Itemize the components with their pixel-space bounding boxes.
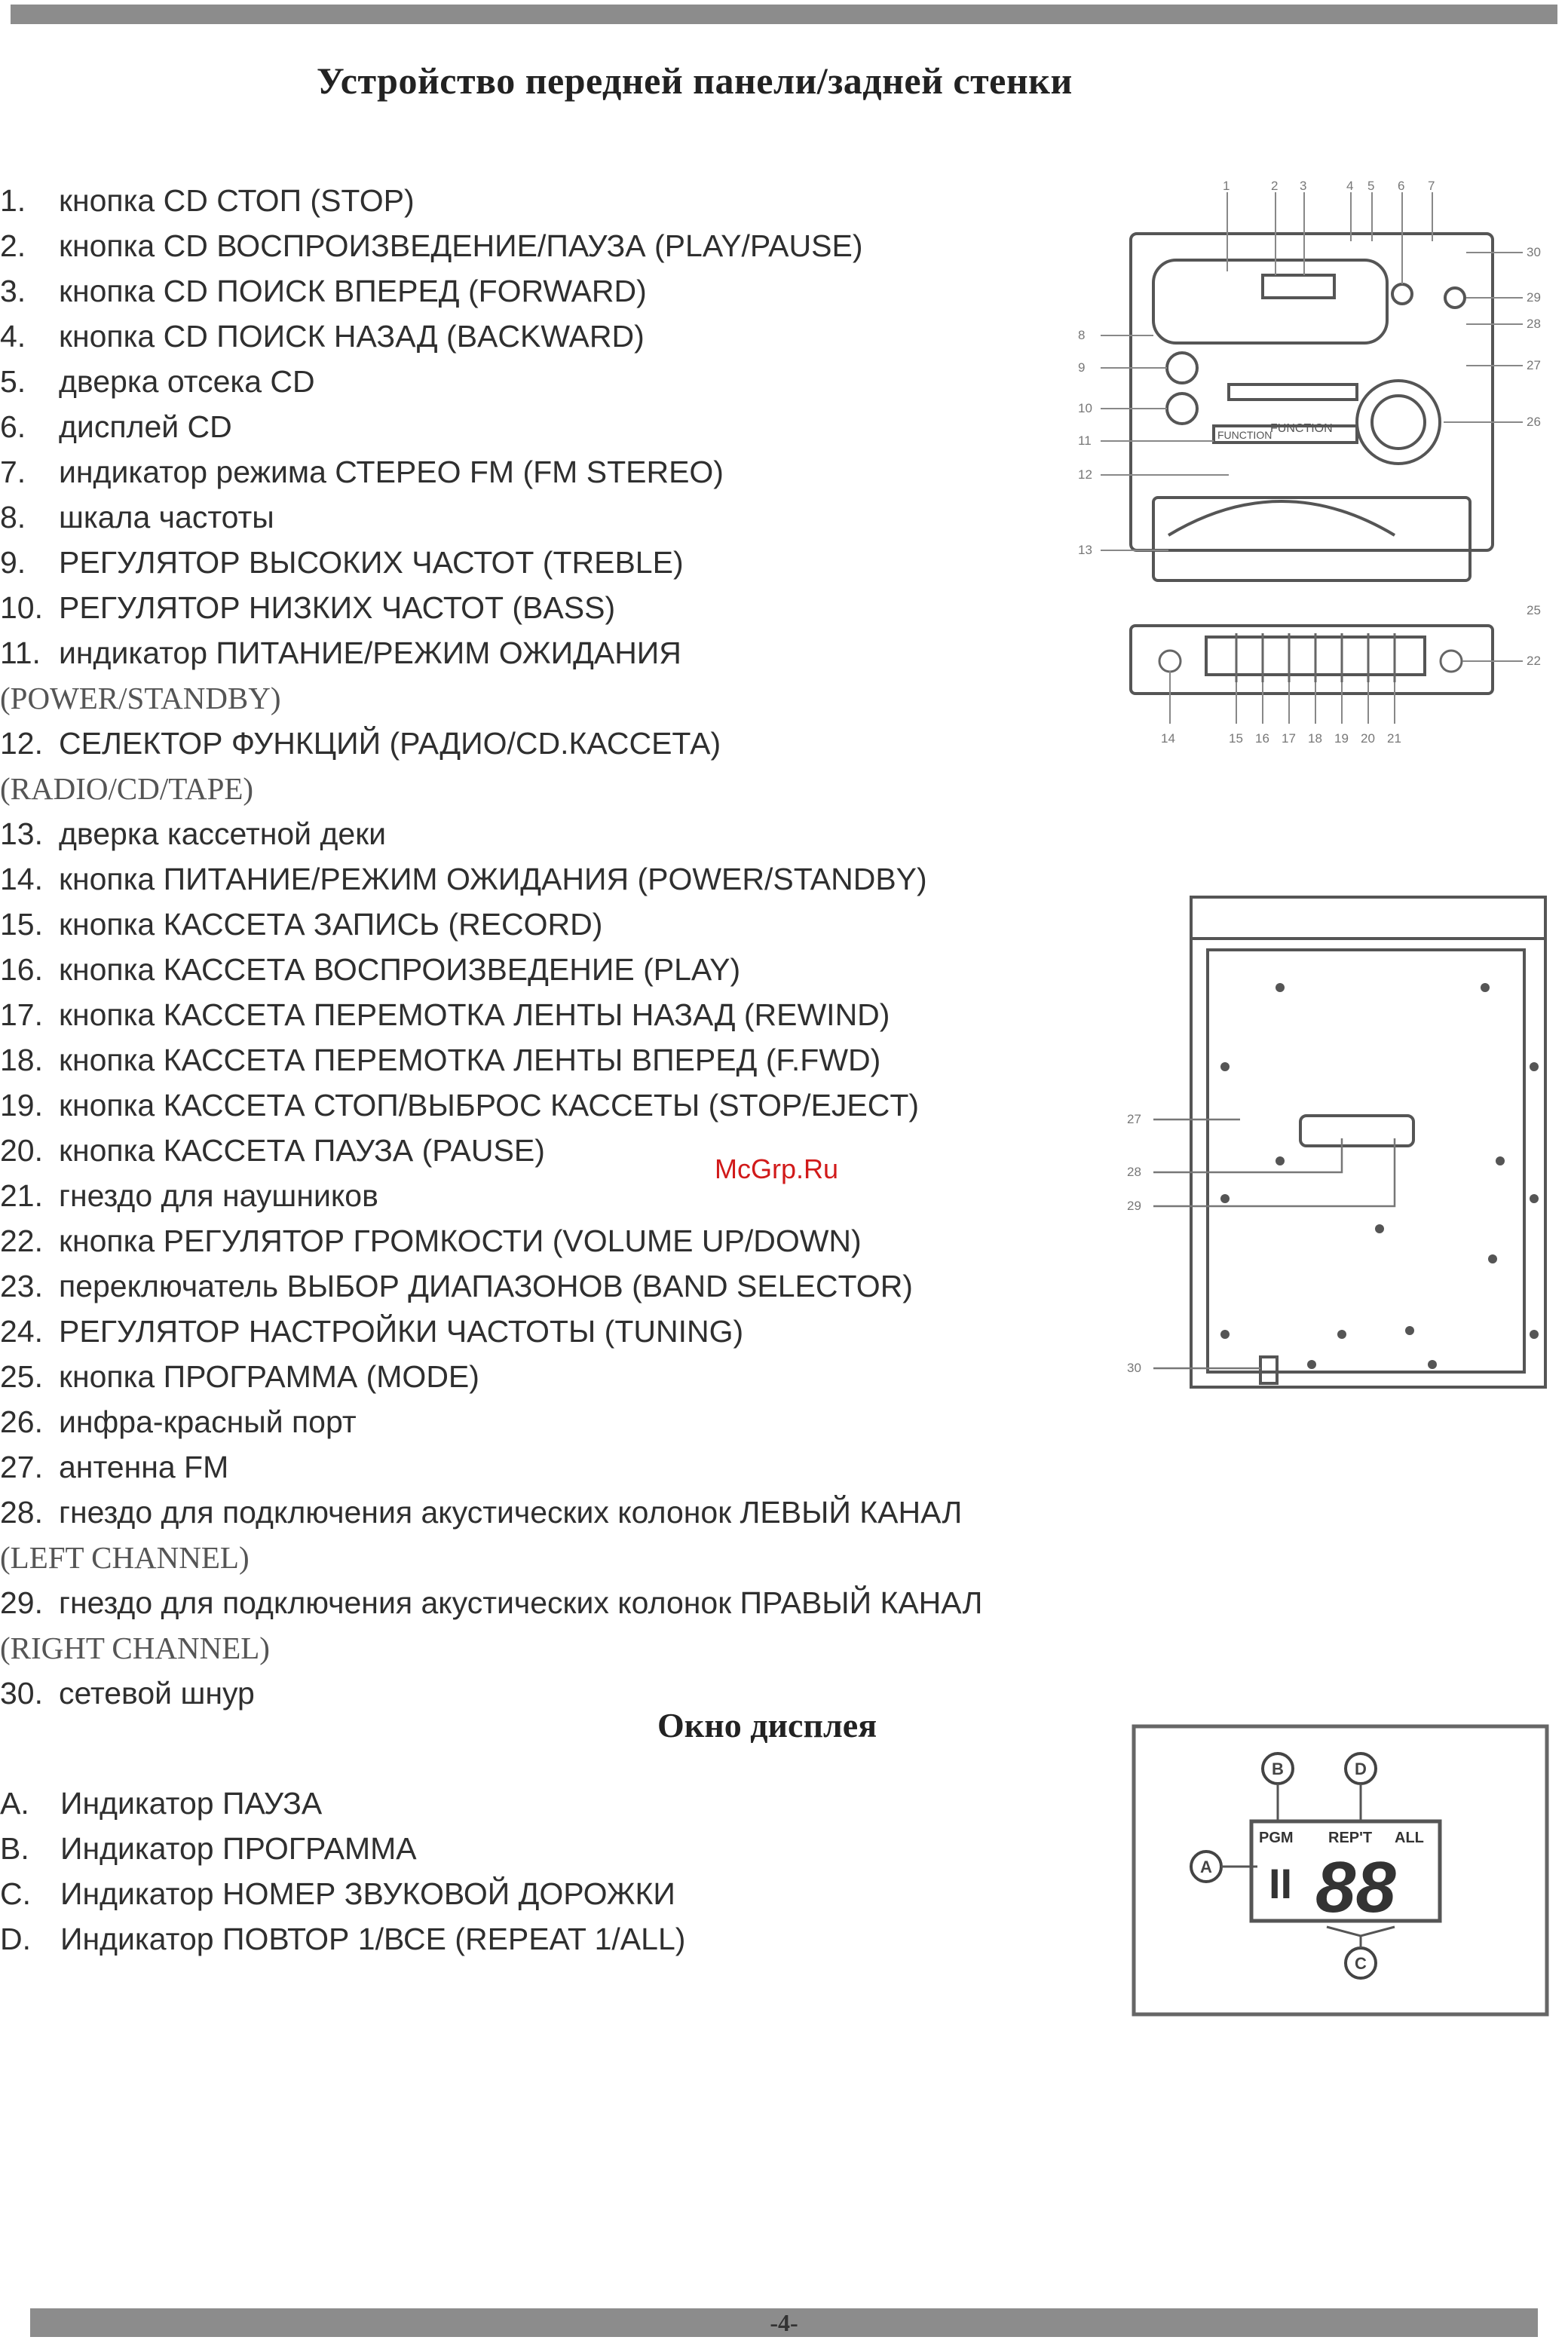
list-item-number: 12. (0, 726, 43, 761)
callout-number: 5 (1367, 181, 1375, 193)
list-item (0, 902, 982, 947)
callout-number: 18 (1308, 731, 1322, 746)
callout-number: 8 (1078, 328, 1086, 342)
list-item (0, 314, 982, 359)
list-item-text: гнездо для подключения акустических колонок ПРАВЫЙ КАНАЛ (59, 1585, 983, 1620)
callout-number: 30 (1127, 1361, 1141, 1375)
list-item-number: 4. (0, 319, 26, 354)
list-item (0, 495, 982, 540)
list-item-text: индикатор ПИТАНИЕ/РЕЖИМ ОЖИДАНИЯ (59, 636, 681, 670)
list-item-number: 22. (0, 1224, 43, 1258)
callout-number: 7 (1428, 181, 1435, 193)
list-item-number: 7. (0, 455, 26, 489)
list-item-text: кнопка ПИТАНИЕ/РЕЖИМ ОЖИДАНИЯ (POWER/STANDBY) (59, 862, 927, 896)
list-item-number: 20. (0, 1133, 43, 1168)
list-item-text: РЕГУЛЯТОР НИЗКИХ ЧАСТОТ (BASS) (59, 590, 616, 625)
list-item-text: Индикатор ПРОГРАММА (60, 1831, 417, 1866)
list-item-continuation: (RADIO/CD/TAPE) (0, 771, 254, 806)
callout-number: 2 (1271, 181, 1279, 193)
callout-number: 9 (1078, 360, 1086, 375)
list-item-number: 14. (0, 862, 43, 896)
list-item-text: индикатор режима СТЕРЕО FM (FM STEREO) (59, 455, 724, 489)
list-item (0, 992, 982, 1037)
list-item-text: антенна FM (59, 1450, 229, 1484)
callout-b: B (1272, 1760, 1284, 1778)
list-item-text: Индикатор ПОВТОР 1/ВСЕ (REPEAT 1/ALL) (60, 1922, 686, 1956)
list-item-number: 6. (0, 409, 26, 444)
list-item-number: 24. (0, 1314, 43, 1349)
callout-number: 21 (1387, 731, 1401, 746)
list-item-number: 11. (0, 636, 41, 670)
list-item (0, 1490, 982, 1535)
list-item (0, 1826, 685, 1871)
list-item-text: кнопка КАССЕТА ЗАПИСЬ (RECORD) (59, 907, 603, 942)
bass-knob (1167, 394, 1197, 424)
display-section-title: Окно дисплея (657, 1706, 877, 1744)
callout-number: 19 (1334, 731, 1349, 746)
frequency-scale (1229, 384, 1357, 400)
list-item-number: 5. (0, 364, 26, 399)
callout-a: A (1200, 1858, 1212, 1876)
list-item-number: 19. (0, 1088, 43, 1123)
list-item-text: РЕГУЛЯТОР ВЫСОКИХ ЧАСТОТ (TREBLE) (59, 545, 684, 580)
callout-number: 13 (1078, 543, 1092, 557)
pause-symbol: II (1269, 1860, 1293, 1907)
list-item-text: Индикатор НОМЕР ЗВУКОВОЙ ДОРОЖКИ (60, 1876, 675, 1911)
list-item-number: 21. (0, 1178, 43, 1213)
list-item (0, 1263, 982, 1309)
speaker-terminals (1300, 1116, 1413, 1146)
callout-number: 22 (1527, 654, 1541, 668)
list-item (0, 1399, 982, 1444)
list-item-number: A. (0, 1786, 29, 1821)
list-item-number: 17. (0, 997, 43, 1032)
list-item (0, 223, 982, 268)
list-item-number: 18. (0, 1043, 43, 1077)
callout-number: 14 (1161, 731, 1175, 746)
display-window-diagram (1131, 1723, 1550, 2017)
track-digits: 88 (1315, 1847, 1396, 1928)
callout-number: 30 (1527, 245, 1541, 259)
list-item-number: 26. (0, 1404, 43, 1439)
list-item-number: 13. (0, 816, 43, 851)
page-title: Устройство передней панели/задней стенки (317, 60, 1073, 102)
indicator-list (0, 1781, 685, 1962)
list-item-number: 1. (0, 183, 26, 218)
cd-display (1263, 275, 1334, 298)
page-number: -4- (770, 2308, 798, 2336)
list-item-text: кнопка КАССЕТА СТОП/ВЫБРОС КАССЕТЫ (STOP/EJECT) (59, 1088, 920, 1123)
list-item-text: шкала частоты (59, 500, 274, 534)
parts-list (0, 178, 982, 1716)
callout-number: 4 (1346, 181, 1354, 193)
list-item (0, 1354, 982, 1399)
callout-number: 3 (1300, 181, 1307, 193)
callout-number: 11 (1078, 433, 1092, 448)
list-item (0, 1309, 982, 1354)
list-item (0, 1916, 685, 1962)
treble-knob (1167, 353, 1197, 383)
rear-panel-diagram (1116, 882, 1560, 1410)
list-item-number: 25. (0, 1359, 43, 1394)
callout-number: 12 (1078, 467, 1092, 482)
callout-d: D (1355, 1760, 1367, 1778)
list-item (0, 856, 982, 902)
callout-number: 27 (1127, 1112, 1141, 1126)
list-item (0, 540, 982, 585)
list-item-number: 16. (0, 952, 43, 987)
list-item-text: СЕЛЕКТОР ФУНКЦИЙ (РАДИО/CD.КАССЕТА) (59, 726, 721, 761)
front-panel-diagram (1055, 181, 1568, 754)
list-item-text: дисплей CD (59, 409, 232, 444)
list-item (0, 268, 982, 314)
headphone-jack (1441, 651, 1462, 672)
list-item-text: переключатель ВЫБОР ДИАПАЗОНОВ (BAND SELECTOR) (59, 1269, 913, 1303)
list-item-number: 10. (0, 590, 43, 625)
callout-number: 28 (1527, 317, 1541, 331)
list-item (0, 1037, 982, 1083)
list-item-text: кнопка CD ПОИСК ВПЕРЕД (FORWARD) (59, 274, 647, 308)
list-item (0, 1871, 685, 1916)
watermark: McGrp.Ru (715, 1153, 839, 1184)
list-item-text: кнопка КАССЕТА ВОСПРОИЗВЕДЕНИЕ (PLAY) (59, 952, 741, 987)
list-item-text: кнопка КАССЕТА ПЕРЕМОТКА ЛЕНТЫ НАЗАД (REWIND) (59, 997, 890, 1032)
power-cord (1260, 1357, 1277, 1383)
power-button (1159, 651, 1181, 672)
list-item (0, 1444, 982, 1490)
list-item-number: 9. (0, 545, 26, 580)
list-item-text: гнездо для наушников (59, 1178, 378, 1213)
callout-number: 26 (1527, 415, 1541, 429)
list-item-number: 23. (0, 1269, 43, 1303)
callout-number: 29 (1127, 1199, 1141, 1213)
callout-number: 10 (1078, 401, 1092, 415)
list-item (0, 947, 982, 992)
list-item-continuation: (LEFT CHANNEL) (0, 1540, 250, 1575)
callout-number: 16 (1255, 731, 1269, 746)
callout-c: C (1355, 1954, 1367, 1973)
list-item (0, 721, 982, 766)
list-item (0, 449, 982, 495)
list-item-number: 8. (0, 500, 26, 534)
list-item-number: 3. (0, 274, 26, 308)
ir-port (1445, 288, 1465, 308)
callout-number: 27 (1527, 358, 1541, 372)
callout-number: 20 (1361, 731, 1375, 746)
list-item-text: РЕГУЛЯТОР НАСТРОЙКИ ЧАСТОТЫ (TUNING) (59, 1314, 744, 1349)
label-pgm: PGM (1259, 1830, 1294, 1846)
fm-stereo-led (1392, 284, 1412, 304)
list-item-number: D. (0, 1922, 31, 1956)
list-item-text: кнопка CD ВОСПРОИЗВЕДЕНИЕ/ПАУЗА (PLAY/PAUSE) (59, 228, 863, 263)
callout-number: 6 (1398, 181, 1405, 193)
list-item-text: кнопка КАССЕТА ПЕРЕМОТКА ЛЕНТЫ ВПЕРЕД (F.FWD) (59, 1043, 881, 1077)
cassette-door (1168, 501, 1395, 535)
list-item-number: 2. (0, 228, 26, 263)
list-item (0, 1218, 982, 1263)
bottom-rule (30, 2308, 1538, 2337)
list-item (0, 630, 982, 675)
list-item-continuation: (RIGHT CHANNEL) (0, 1631, 270, 1665)
list-item (0, 404, 982, 449)
function-label: FUNCTION (1270, 422, 1333, 435)
cd-door (1153, 260, 1387, 343)
callout-number: 28 (1127, 1165, 1141, 1179)
list-item-number: B. (0, 1831, 29, 1866)
top-rule (11, 5, 1557, 24)
list-item-text: кнопка РЕГУЛЯТОР ГРОМКОСТИ (VOLUME UP/DOWN) (59, 1224, 862, 1258)
list-item (0, 585, 982, 630)
list-item (0, 359, 982, 404)
list-item-number: 15. (0, 907, 43, 942)
list-item-number: 28. (0, 1495, 43, 1530)
callout-number: 15 (1229, 731, 1243, 746)
list-item-number: C. (0, 1876, 31, 1911)
list-item-text: кнопка КАССЕТА ПАУЗА (PAUSE) (59, 1133, 545, 1168)
tuning-dial (1357, 381, 1440, 464)
list-item-number: 30. (0, 1676, 43, 1711)
list-item-continuation: (POWER/STANDBY) (0, 681, 281, 715)
list-item (0, 811, 982, 856)
callout-number: 1 (1223, 181, 1230, 193)
list-item-text: кнопка ПРОГРАММА (MODE) (59, 1359, 479, 1394)
rear-panel-body (1191, 897, 1545, 1387)
label-all: ALL (1395, 1830, 1424, 1846)
callout-number: 29 (1527, 290, 1541, 305)
list-item (0, 1580, 982, 1625)
list-item-text: Индикатор ПАУЗА (60, 1786, 323, 1821)
list-item (0, 178, 982, 223)
list-item-text: дверка кассетной деки (59, 816, 387, 851)
callout-number: 25 (1527, 603, 1541, 617)
rear-callouts (1127, 1112, 1141, 1375)
label-rep: REP'T (1328, 1830, 1373, 1846)
list-item-text: сетевой шнур (59, 1676, 255, 1711)
list-item-number: 27. (0, 1450, 43, 1484)
list-item-text: гнездо для подключения акустических колонок ЛЕВЫЙ КАНАЛ (59, 1495, 963, 1530)
list-item-text: кнопка CD СТОП (STOP) (59, 183, 415, 218)
list-item-text: дверка отсека CD (59, 364, 315, 399)
callout-number: 17 (1282, 731, 1296, 746)
list-item (0, 1781, 685, 1826)
list-item-text: инфра-красный порт (59, 1404, 357, 1439)
function-label-2: FUNCTION (1217, 429, 1272, 441)
list-item-text: кнопка CD ПОИСК НАЗАД (BACKWARD) (59, 319, 645, 354)
list-item (0, 1083, 982, 1128)
list-item-number: 29. (0, 1585, 43, 1620)
